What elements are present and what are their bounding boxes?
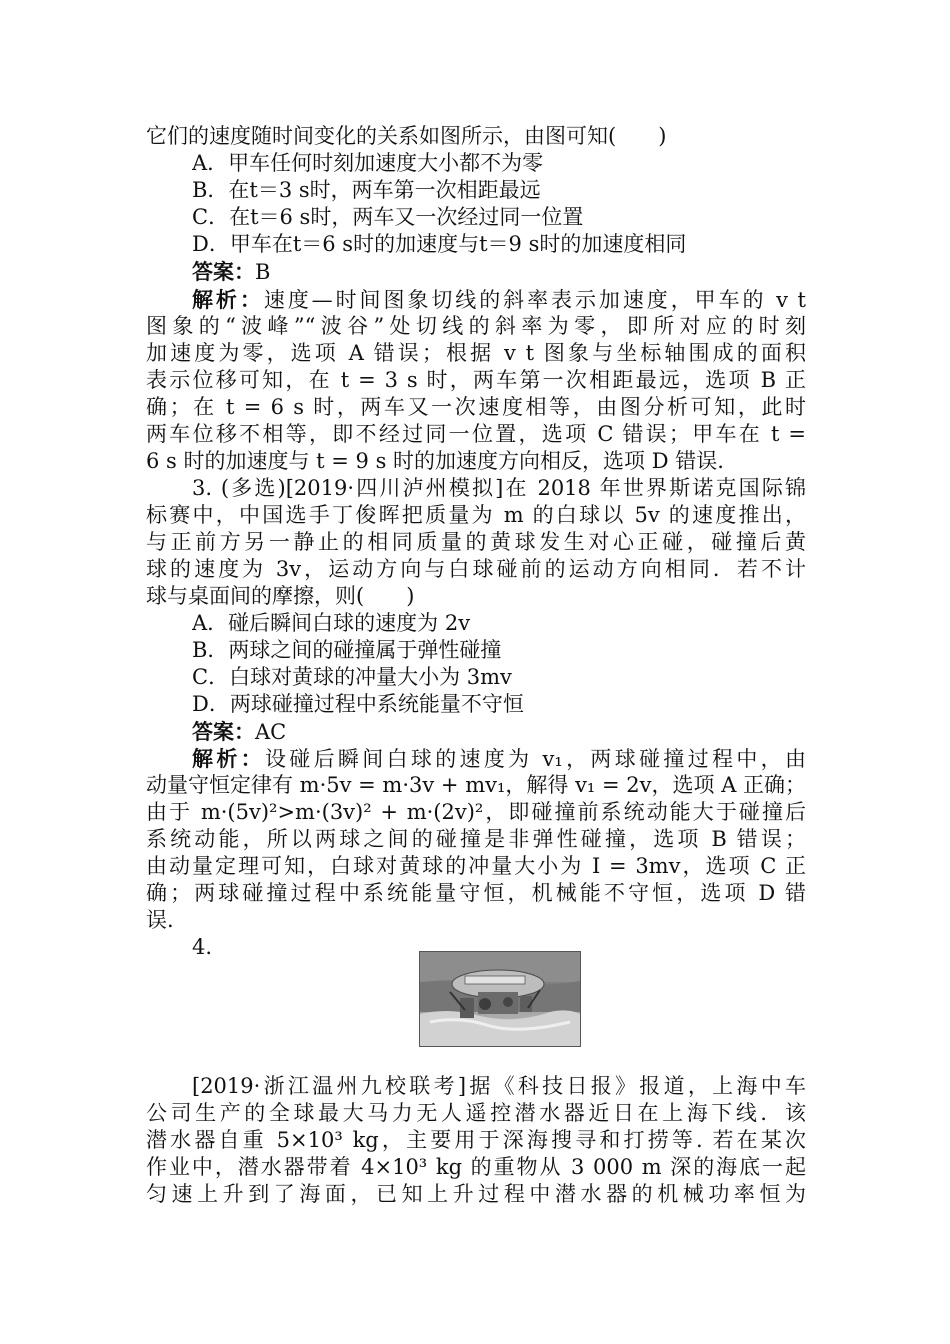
q2-analysis-text: 速度—时间图象切线的斜率表示加速度，甲车的 v t [263, 288, 806, 312]
q4-stem-line: 匀速上升到了海面，已知上升过程中潜水器的机械功率恒为 [146, 1182, 806, 1206]
q2-answer-label: 答案： [192, 259, 255, 284]
q2-analysis-line: 加速度为零，选项 A 错误；根据 v t 图象与坐标轴围成的面积 [146, 341, 806, 365]
q2-answer-value: B [255, 260, 271, 284]
q2-analysis-first [192, 286, 806, 314]
q4-stem-line: 作业中，潜水器带着 4×10³ kg 的重物从 3 000 m 深的海底一起 [146, 1155, 806, 1179]
q4-stem-line: 公司生产的全球最大马力无人遥控潜水器近日在上海下线．该 [146, 1101, 806, 1125]
q2-option-c: C．在t＝6 s时，两车又一次经过同一位置 [192, 205, 584, 229]
q2-analysis-line: 表示位移可知，在 t = 3 s 时，两车第一次相距最远，选项 B 正 [146, 368, 806, 392]
q3-analysis-line: 系统动能，所以两球之间的碰撞是非弹性碰撞，选项 B 错误； [146, 827, 806, 851]
q2-option-a: A．甲车任何时刻加速度大小都不为零 [192, 151, 544, 175]
q4-stem-line: [2019·浙江温州九校联考]据《科技日报》报道，上海中车 [192, 1074, 806, 1098]
q2-analysis-line: 6 s 时的加速度与 t = 9 s 时的加速度方向相反，选项 D 错误. [146, 449, 724, 473]
q3-option-c: C．白球对黄球的冲量大小为 3mv [192, 665, 512, 689]
q3-analysis-text: 设碰后瞬间白球的速度为 v₁，两球碰撞过程中，由 [264, 747, 806, 771]
q4-stem-line: 潜水器自重 5×10³ kg，主要用于深海搜寻和打捞等. 若在某次 [146, 1128, 806, 1152]
q2-option-d: D．甲车在t＝6 s时的加速度与t＝9 s时的加速度相同 [192, 232, 687, 256]
q3-answer-value: AC [255, 720, 287, 744]
q2-analysis-line: 图象的“波峰”“波谷”处切线的斜率为零，即所对应的时刻 [146, 314, 806, 338]
q3-answer [192, 718, 806, 746]
q2-analysis-line: 确；在 t = 6 s 时，两车又一次速度相等，由图分析可知，此时 [146, 395, 806, 419]
q3-stem-line: 球与桌面间的摩擦，则( ) [146, 584, 415, 608]
q3-option-b: B．两球之间的碰撞属于弹性碰撞 [192, 638, 502, 662]
q3-option-d: D．两球碰撞过程中系统能量不守恒 [192, 692, 524, 716]
q3-stem-line: 标赛中，中国选手丁俊晖把质量为 m 的白球以 5v 的速度推出， [146, 503, 806, 527]
q2-stem-tail: 它们的速度随时间变化的关系如图所示，由图可知( ) [146, 124, 667, 148]
q3-analysis-line: 误. [146, 908, 174, 932]
submersible-photo [419, 951, 581, 1047]
submersible-illustration [420, 952, 580, 1046]
q2-answer [192, 258, 806, 286]
q3-analysis-line: 动量守恒定律有 m·5v = m·3v + mv₁，解得 v₁ = 2v，选项 A 正确； [146, 773, 806, 797]
q3-stem-line: 3. (多选)[2019·四川泸州模拟]在 2018 年世界斯诺克国际锦 [192, 476, 806, 500]
q4-number: 4. [192, 935, 213, 959]
q3-analysis-line: 由动量定理可知，白球对黄球的冲量大小为 I = 3mv，选项 C 正 [146, 854, 806, 878]
q3-answer-label: 答案： [192, 719, 255, 744]
q2-analysis-label: 解析： [192, 287, 264, 312]
q2-option-b: B．在t＝3 s时，两车第一次相距最远 [192, 178, 541, 202]
q3-analysis-line: 确；两球碰撞过程中系统能量守恒，机械能不守恒，选项 D 错 [146, 881, 806, 905]
q2-analysis-line: 两车位移不相等，即不经过同一位置，选项 C 错误；甲车在 t = [146, 422, 806, 446]
q3-stem-line: 与正前方另一静止的相同质量的黄球发生对心正碰，碰撞后黄 [146, 530, 806, 554]
q3-stem-line: 球的速度为 3v，运动方向与白球碰前的运动方向相同．若不计 [146, 557, 806, 581]
q3-analysis-first [192, 745, 806, 773]
q3-analysis-label: 解析： [192, 746, 265, 771]
q3-option-a: A．碰后瞬间白球的速度为 2v [192, 611, 471, 635]
q3-analysis-line: 由于 m·(5v)²>m·(3v)² + m·(2v)²，即碰撞前系统动能大于碰撞后 [146, 800, 806, 824]
